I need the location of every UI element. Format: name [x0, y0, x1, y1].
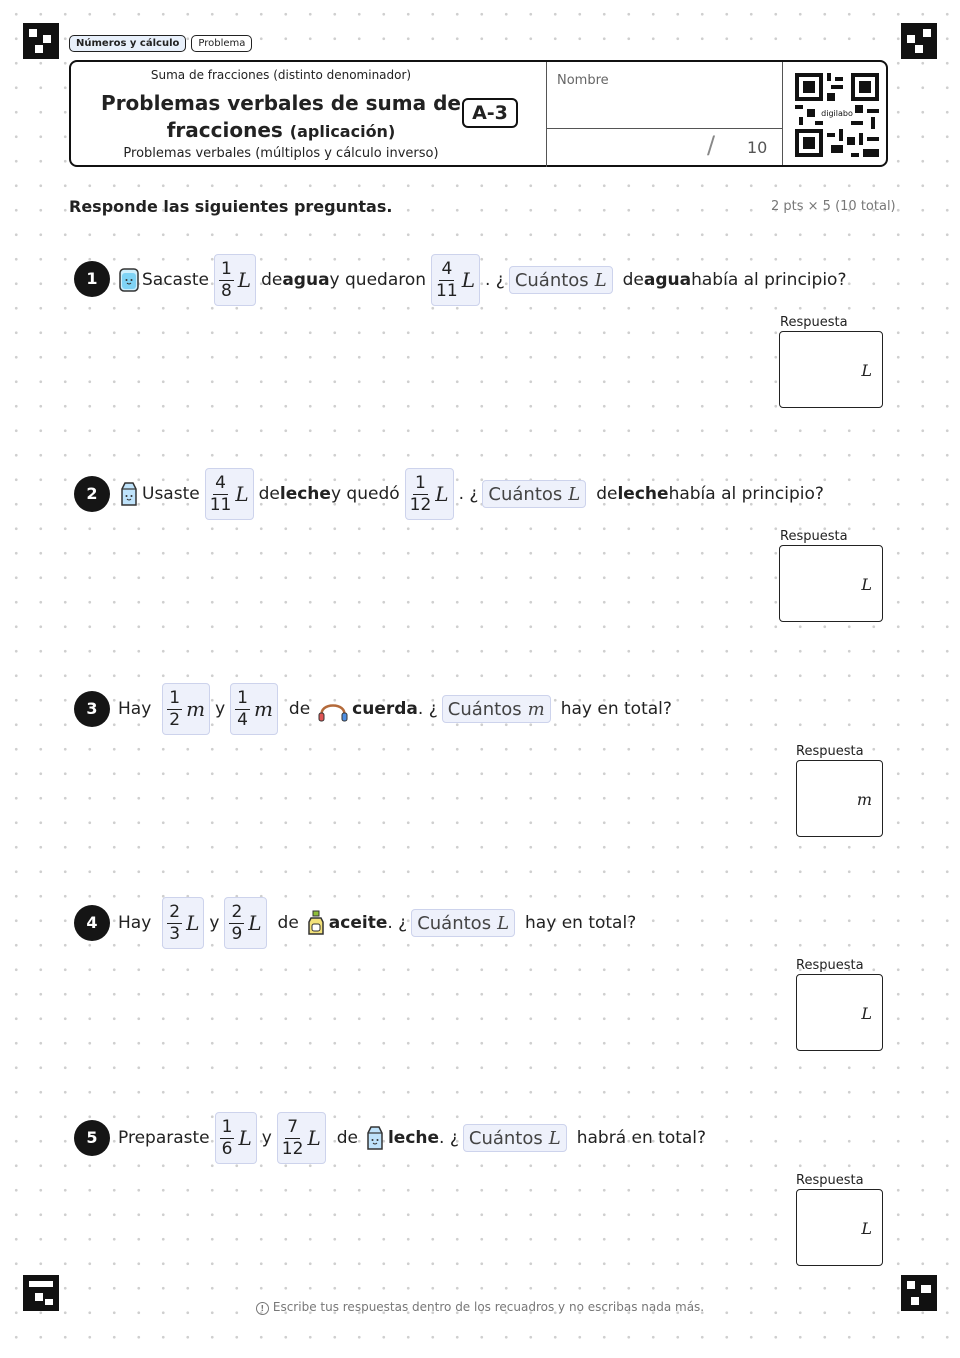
question-text: Usaste 4 11 L de leche y quedó 1 12 L . ¿ Cuántos L de leche había al principio?	[118, 466, 824, 522]
question-number: 5	[74, 1120, 110, 1156]
question-number: 4	[74, 905, 110, 941]
oil-bottle-icon	[305, 910, 327, 936]
question-text: Preparaste 1 6 L y 7 12 L de leche . ¿ Cuántos L habrá en total?	[118, 1110, 706, 1166]
question-ask: Cuántos m	[442, 695, 551, 723]
question-number: 2	[74, 476, 110, 512]
qr-code-icon	[795, 73, 879, 157]
fraction-1: 2 3 L	[162, 897, 204, 949]
question-number: 3	[74, 691, 110, 727]
corner-marker-top-right	[901, 23, 937, 59]
points-info: 2 pts × 5 (10 total)	[771, 199, 896, 214]
instruction-text: Responde las siguientes preguntas.	[69, 197, 393, 216]
corner-marker-top-left	[23, 23, 59, 59]
answer-box[interactable]	[779, 545, 883, 622]
answer-box[interactable]	[779, 331, 883, 408]
score-total: 10	[747, 138, 768, 157]
fraction-2: 7 12 L	[277, 1112, 326, 1164]
answer-unit: L	[861, 1219, 872, 1238]
answer-label: Respuesta	[796, 1173, 864, 1188]
answer-unit: L	[861, 1004, 872, 1023]
fraction-1: 4 11 L	[205, 468, 254, 520]
question-ask: Cuántos L	[411, 909, 515, 937]
answer-box[interactable]	[796, 974, 883, 1051]
fraction-2: 2 9 L	[224, 897, 266, 949]
question-number: 1	[74, 261, 110, 297]
answer-label: Respuesta	[780, 315, 848, 330]
score-field: / 10	[546, 129, 782, 167]
tag-type: Problema	[191, 35, 252, 52]
page-title: Problemas verbales de suma de fracciones (aplicación)	[101, 91, 461, 142]
fraction-2: 1 4 m	[230, 683, 278, 735]
fraction-2: 1 12 L	[405, 468, 454, 520]
fraction-2: 4 11 L	[431, 254, 480, 306]
milk-carton-icon	[118, 481, 140, 507]
info-icon: !	[256, 1302, 269, 1315]
answer-unit: L	[861, 575, 872, 594]
answer-box[interactable]	[796, 1189, 883, 1266]
svg-text:digilabo: digilabo	[821, 109, 853, 119]
question-text: Sacaste 1 8 L de agua y quedaron 4 11 L . ¿ Cuántos L de agua había al principio?	[118, 252, 846, 308]
milk-carton-icon	[364, 1125, 386, 1151]
fraction-1: 1 6 L	[215, 1112, 257, 1164]
category-tags	[69, 35, 252, 52]
worksheet-header	[69, 60, 888, 167]
jump-rope-icon	[316, 696, 350, 722]
name-field[interactable]	[546, 62, 782, 129]
header-topic: Problemas verbales (múltiplos y cálculo inverso)	[123, 146, 439, 161]
question-ask: Cuántos L	[482, 480, 586, 508]
header-subtitle: Suma de fracciones (distinto denominador)	[150, 68, 412, 82]
fraction-1: 1 2 m	[162, 683, 210, 735]
answer-unit: L	[861, 361, 872, 380]
question-text: Hay 2 3 L y 2 9 L de aceite . ¿ Cuántos L hay en total?	[118, 895, 636, 951]
footer-note: ! Escribe tus respuestas dentro de los recuadros y no escribas nada más.	[0, 1300, 960, 1315]
question-ask: Cuántos L	[463, 1124, 567, 1152]
fraction-1: 1 8 L	[214, 254, 256, 306]
qr-code	[782, 62, 889, 165]
answer-box[interactable]	[796, 760, 883, 837]
question-text: Hay 1 2 m y 1 4 m de cuerda . ¿ Cuántos m hay en total?	[118, 681, 672, 737]
question-ask: Cuántos L	[509, 266, 613, 294]
worksheet-code: A-3	[462, 98, 518, 128]
tag-category: Números y cálculo	[69, 35, 186, 52]
name-label: Nombre	[557, 73, 609, 88]
answer-unit: m	[856, 790, 872, 809]
water-glass-icon	[118, 267, 140, 293]
answer-label: Respuesta	[796, 744, 864, 759]
answer-label: Respuesta	[796, 958, 864, 973]
answer-label: Respuesta	[780, 529, 848, 544]
